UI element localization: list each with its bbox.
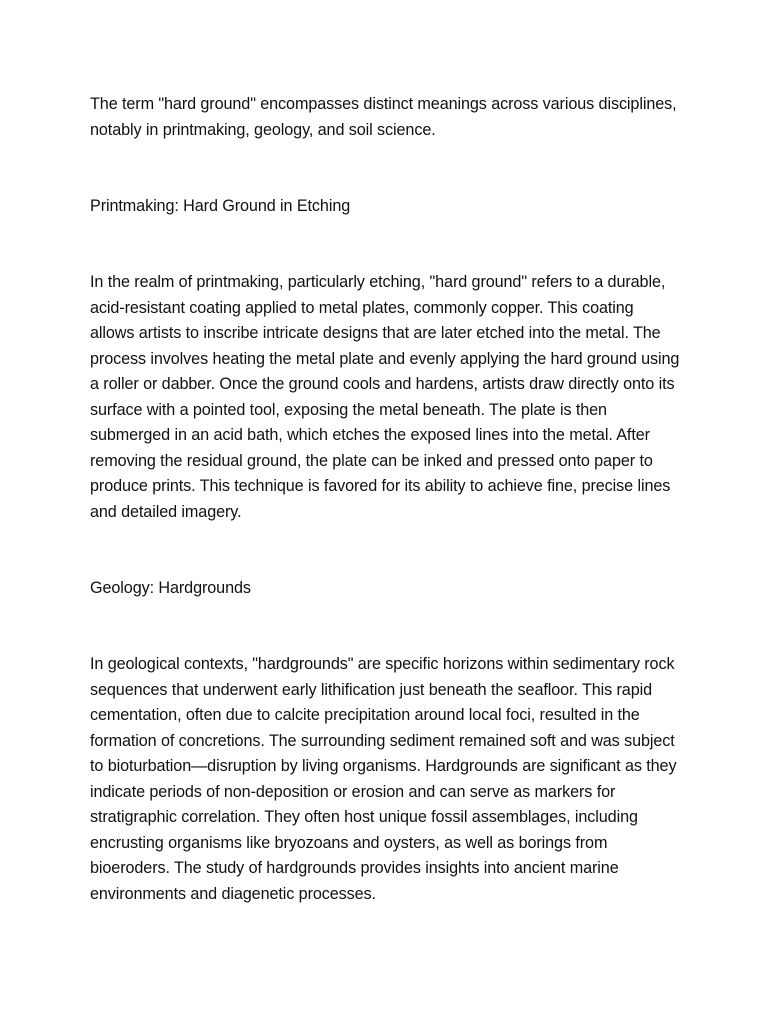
section-body-geology: In geological contexts, "hardgrounds" are specific horizons within sedimentary rock sequences that underwent early lithification just beneath the seafloor. This rapid cementation, often due to calcite precipitation around local foci, resulted in the formation of concretions. The surrounding sediment remained soft and was subject to bioturbation—disruption by living organisms. Hardgrounds are significant as they indicate periods of non-deposition or erosion and can serve as markers for stratigraphic correlation. They often host unique fossil assemblages, including encrusting organisms like bryozoans and oysters, as well as borings from bioeroders. The study of hardgrounds provides insights into ancient marine environments and diagenetic processes.	[90, 655, 677, 903]
section-body-printmaking: In the realm of printmaking, particularly etching, "hard ground" refers to a durable, acid-resistant coating applied to metal plates, commonly copper. This coating allows artists to inscribe intricate designs that are later etched into the metal. The process involves heating the metal plate and evenly applying the hard ground using a roller or dabber. Once the ground cools and hardens, artists draw directly onto its surface with a pointed tool, exposing the metal beneath. The plate is then submerged in an acid bath, which etches the exposed lines into the metal. After removing the residual ground, the plate can be inked and pressed onto paper to produce prints. This technique is favored for its ability to achieve fine, precise lines and detailed imagery.	[90, 273, 680, 521]
intro-paragraph: The term "hard ground" encompasses distinct meanings across various disciplines, notably in printmaking, geology, and soil science.	[90, 95, 677, 139]
section-heading-geology: Geology: Hardgrounds	[90, 579, 251, 597]
section-heading-printmaking: Printmaking: Hard Ground in Etching	[90, 197, 351, 215]
